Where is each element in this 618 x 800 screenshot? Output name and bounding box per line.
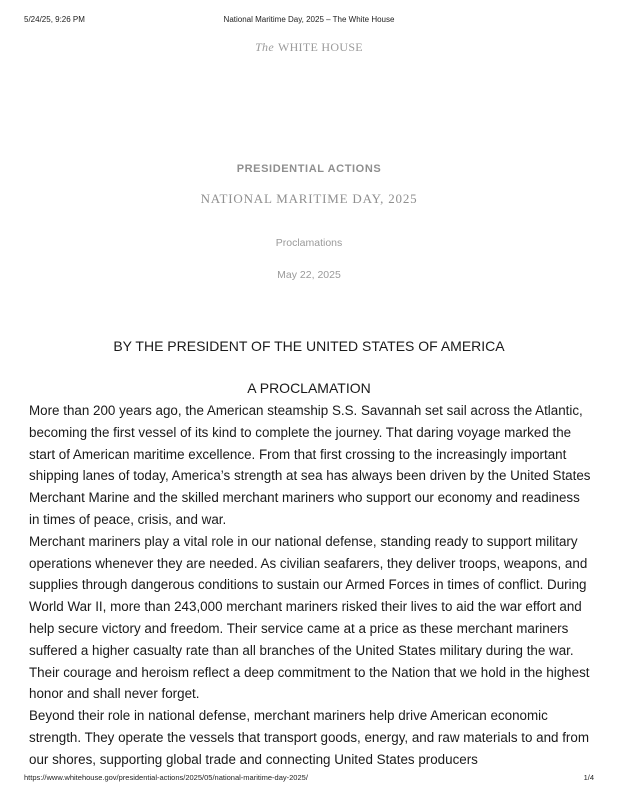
- section-kicker[interactable]: PRESIDENTIAL ACTIONS: [236, 163, 382, 175]
- print-page-number: 1/4: [583, 773, 594, 782]
- category-link[interactable]: Proclamations: [275, 237, 343, 249]
- proclamation-byline: BY THE PRESIDENT OF THE UNITED STATES OF AMERICA: [113, 338, 505, 354]
- proclamation-heading: A PROCLAMATION: [247, 380, 371, 396]
- logo-name: WHITE HOUSE: [277, 40, 363, 54]
- body-paragraph: Merchant mariners play a vital role in our national defense, standing ready to support military operations whenever they are needed. As civilian seafarers, they deliver troops, weapons, and supplies through dangerous conditions to sustain our Armed Forces in times of conflict. During World War II, more than 243,000 merchant mariners risked their lives to aid the war effort and help secure victory and freedom. Their service came at a price as these merchant mariners suffered a higher casualty rate than all branches of the United States military during the war. Their courage and heroism reflect a deep commitment to the Nation that we hold in the highest honor and shall never forget.: [29, 533, 590, 702]
- print-footer: [24, 773, 594, 785]
- page-title: NATIONAL MARITIME DAY, 2025: [200, 191, 418, 206]
- publish-date: May 22, 2025: [277, 269, 341, 281]
- print-timestamp: 5/24/25, 9:26 PM: [24, 15, 85, 24]
- print-header: [24, 15, 594, 27]
- print-url: https://www.whitehouse.gov/presidential-actions/2025/05/national-maritime-day-2025/: [24, 773, 308, 782]
- proclamation-body: [29, 400, 591, 776]
- body-paragraph: More than 200 years ago, the American steamship S.S. Savannah set sail across the Atlantic, becoming the first vessel of its kind to complete the journey. That daring voyage marked the start of American maritime excellence. From that first crossing to the increasingly important shipping lanes of today, America’s strength at sea has always been driven by the United States Merchant Marine and the skilled merchant mariners who support our economy and readiness in times of peace, crisis, and war.: [29, 403, 591, 527]
- logo-the: The: [255, 40, 274, 54]
- print-document-title: National Maritime Day, 2025 – The White House: [223, 15, 395, 24]
- body-paragraph: Beyond their role in national defense, merchant mariners help drive American economic strength. They operate the vessels that transport goods, energy, and raw materials to and from our shores, supporting global trade and connecting United States producers: [29, 708, 589, 767]
- white-house-logo[interactable]: [0, 40, 618, 55]
